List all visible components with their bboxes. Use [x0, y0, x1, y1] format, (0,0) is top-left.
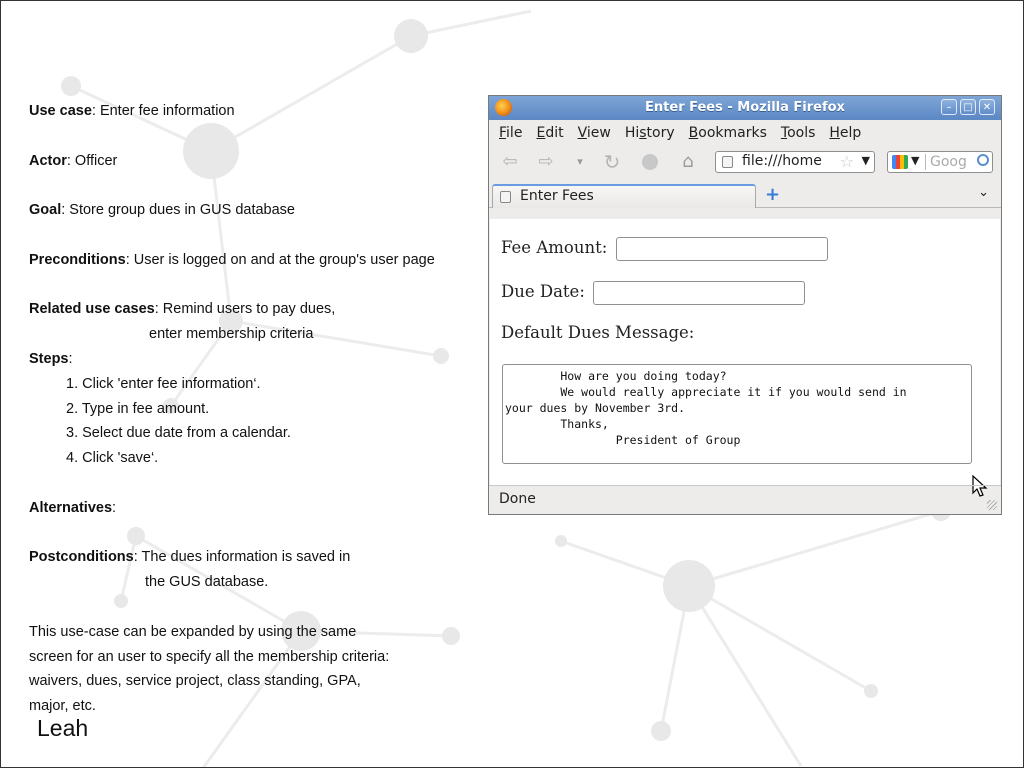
- search-box[interactable]: [887, 151, 993, 173]
- reload-icon[interactable]: ↻: [603, 150, 621, 174]
- alternatives-line: Alternatives:: [29, 499, 117, 516]
- menu-bar: [489, 120, 1001, 145]
- status-text: Done: [499, 491, 536, 507]
- firefox-window: [488, 95, 1002, 515]
- resize-grip-icon[interactable]: [987, 500, 997, 510]
- step-item: 2. Type in fee amount.: [66, 400, 210, 417]
- history-dropdown-icon[interactable]: ▾: [577, 155, 583, 168]
- menu-edit[interactable]: Edit: [536, 124, 564, 141]
- tab-label: Enter Fees: [520, 188, 594, 204]
- forward-icon[interactable]: ⇨: [538, 151, 554, 172]
- search-placeholder: Goog: [930, 154, 967, 170]
- note-line: screen for an user to specify all the membership criteria:: [29, 648, 390, 665]
- goal-line: Goal: Store group dues in GUS database: [29, 202, 295, 219]
- default-message-textarea[interactable]: How are you doing today? We would really appreciate it if you would send in your dues by November 3rd. Thanks, President of Group: [502, 364, 972, 464]
- menu-bookmarks[interactable]: Bookmarks: [688, 124, 767, 141]
- maximize-button[interactable]: □: [960, 99, 976, 115]
- search-icon[interactable]: [977, 154, 989, 166]
- actor-line: Actor: Officer: [29, 152, 118, 169]
- menu-tools[interactable]: Tools: [780, 124, 816, 141]
- postconditions-line: Postconditions: The dues information is saved in: [29, 549, 351, 566]
- step-item: 3. Select due date from a calendar.: [66, 425, 291, 442]
- menu-help[interactable]: Help: [829, 124, 862, 141]
- use-case-description: [29, 99, 479, 719]
- related-use-cases-continued: enter membership criteria: [149, 326, 314, 343]
- menu-file[interactable]: File: [499, 124, 523, 141]
- window-title: Enter Fees - Mozilla Firefox: [645, 100, 845, 115]
- page-icon: [500, 191, 511, 203]
- due-date-input[interactable]: [593, 281, 805, 305]
- step-item: 1. Click 'enter fee information‘.: [66, 375, 261, 392]
- note-line: major, etc.: [29, 698, 96, 715]
- postconditions-continued: the GUS database.: [145, 574, 269, 591]
- navigation-toolbar: [489, 145, 1001, 181]
- note-line: waivers, dues, service project, class standing, GPA,: [29, 673, 361, 690]
- window-titlebar[interactable]: [489, 96, 1001, 120]
- fee-amount-input[interactable]: [616, 237, 828, 261]
- home-icon[interactable]: ⌂: [682, 151, 694, 172]
- tab-enter-fees[interactable]: [492, 184, 756, 208]
- tab-list-chevron-icon[interactable]: ⌄: [978, 185, 989, 200]
- note-line: This use-case can be expanded by using the same: [29, 623, 357, 640]
- author-name: Leah: [37, 715, 89, 741]
- related-use-cases-line: Related use cases: Remind users to pay dues,: [29, 301, 336, 318]
- stop-icon[interactable]: [639, 151, 661, 173]
- url-text: file:///home: [742, 153, 822, 169]
- engine-dropdown-icon[interactable]: ▼: [911, 154, 920, 167]
- close-button[interactable]: ✕: [979, 99, 995, 115]
- minimize-button[interactable]: –: [941, 99, 957, 115]
- due-date-label: Due Date:: [501, 282, 585, 301]
- menu-history[interactable]: History: [624, 124, 675, 141]
- menu-view[interactable]: View: [577, 124, 611, 141]
- page-content: [490, 219, 1000, 486]
- google-engine-icon[interactable]: [892, 155, 908, 169]
- url-bar[interactable]: [715, 151, 875, 173]
- fee-amount-label: Fee Amount:: [501, 238, 608, 257]
- back-icon[interactable]: ⇦: [502, 151, 518, 172]
- tab-bar: [489, 181, 1001, 208]
- preconditions-line: Preconditions: User is logged on and at the group's user page: [29, 251, 435, 268]
- step-item: 4. Click 'save‘.: [66, 450, 159, 467]
- status-bar: [489, 485, 1001, 514]
- url-dropdown-icon[interactable]: ▼: [861, 154, 870, 167]
- use-case-line: Use case: Enter fee information: [29, 103, 235, 119]
- page-icon: [722, 156, 733, 168]
- new-tab-plus-icon[interactable]: +: [765, 184, 781, 205]
- default-message-label: Default Dues Message:: [501, 323, 695, 342]
- bookmark-star-icon[interactable]: ☆: [839, 152, 854, 171]
- steps-heading: Steps:: [29, 350, 73, 367]
